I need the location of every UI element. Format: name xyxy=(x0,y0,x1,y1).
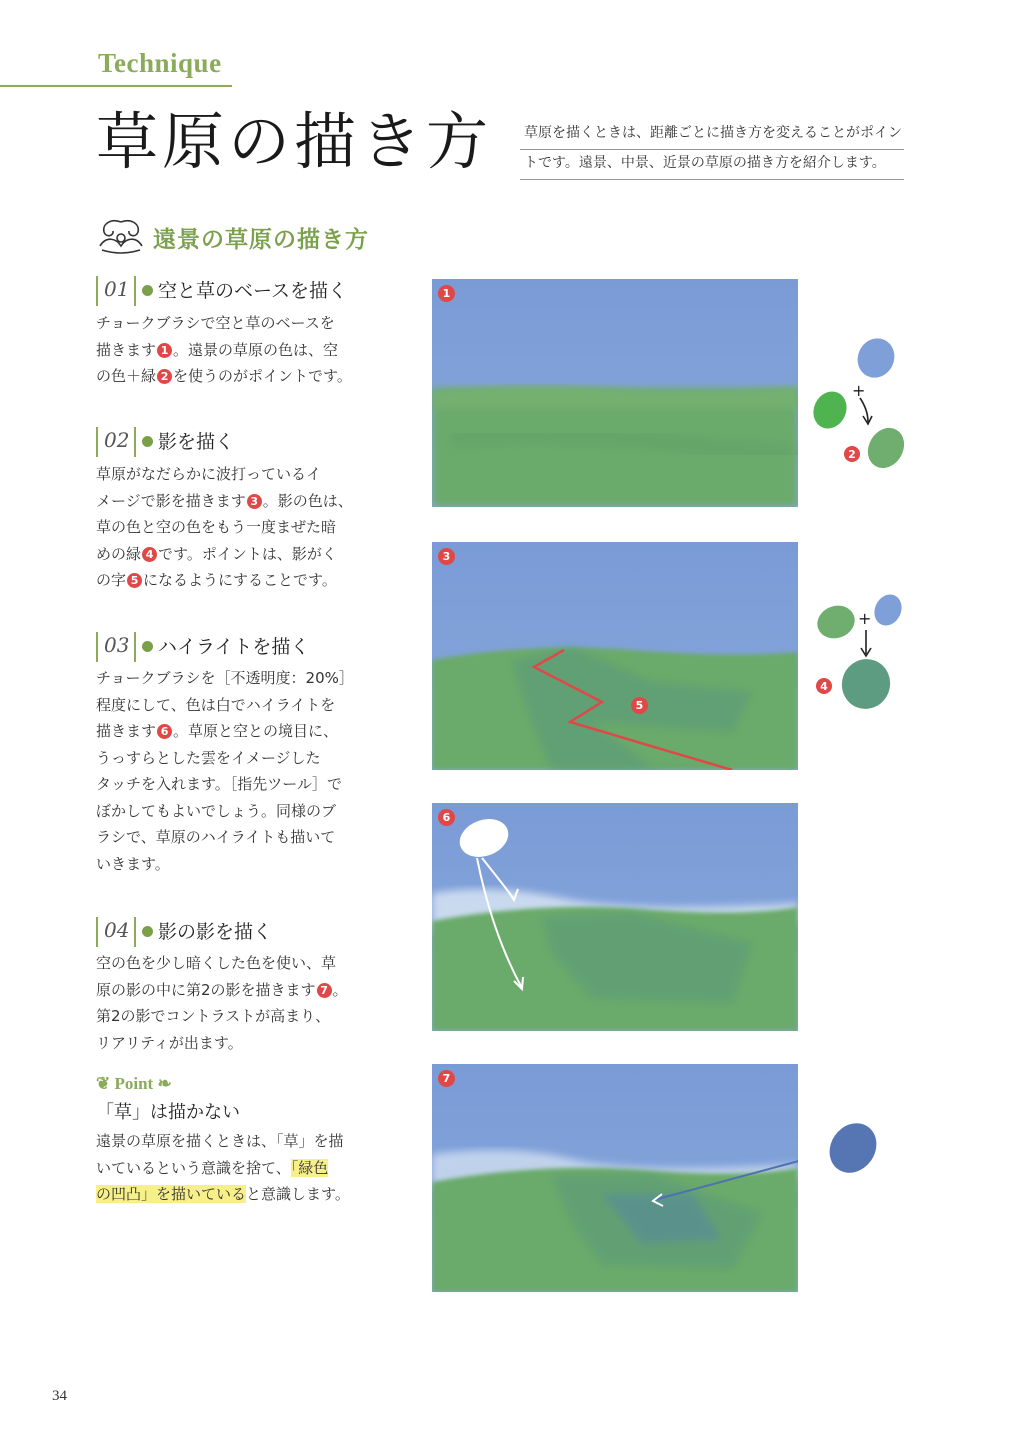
bullet-icon xyxy=(142,436,153,447)
text-line: チョークブラシで空と草のベースを xyxy=(96,314,335,332)
ref-badge: 4 xyxy=(142,547,157,562)
illustration-panel-1 xyxy=(432,279,798,507)
panel-badge: 3 xyxy=(438,548,455,565)
highlight: 「緑色 xyxy=(290,1158,329,1177)
panel-badge: 1 xyxy=(438,285,455,302)
step-number: 04 xyxy=(104,918,130,942)
text-line: の色＋緑 2 を使うのがポイントです。 xyxy=(96,367,352,385)
point-label-text: Point xyxy=(114,1074,154,1093)
step-bar xyxy=(96,276,98,306)
bullet-icon xyxy=(142,285,153,296)
intro-line-2: トです。遠景、中景、近景の草原の描き方を紹介します。 xyxy=(520,150,904,180)
point-label xyxy=(96,1074,172,1094)
step-number: 02 xyxy=(104,428,130,452)
color-mix-swatches-2 xyxy=(808,588,908,718)
ref-badge: 3 xyxy=(247,494,262,509)
intro-text xyxy=(520,120,904,180)
text-line: 程度にして、色は白でハイライトを xyxy=(96,695,336,714)
step-bar xyxy=(134,917,136,947)
step-02-heading xyxy=(96,427,396,457)
step-01-heading xyxy=(96,276,396,306)
grassland-second-shadow-illustration xyxy=(432,1064,798,1292)
step-03-heading xyxy=(96,632,396,662)
step-number: 03 xyxy=(104,633,130,657)
ornament-icon xyxy=(96,216,146,256)
illustration-panel-6 xyxy=(432,803,798,1031)
point-text xyxy=(96,1128,366,1208)
ref-badge: 1 xyxy=(157,343,172,358)
ref-badge: 7 xyxy=(317,983,332,998)
panel-badge: 6 xyxy=(438,809,455,826)
illustration-panel-7 xyxy=(432,1064,798,1292)
panel-badge: 7 xyxy=(438,1070,455,1087)
text-line: ラシで、草原のハイライトも描いて xyxy=(96,828,336,846)
color-mix-swatches-1 xyxy=(808,334,908,474)
step-title: 空と草のベースを描く xyxy=(158,280,348,302)
grassland-base-illustration xyxy=(432,279,798,507)
text-line: 第2の影でコントラストが高まり、 xyxy=(96,1007,331,1025)
sky-color-swatch xyxy=(851,334,901,384)
step-04-text xyxy=(96,950,366,1056)
intro-line-1: 草原を描くときは、距離ごとに描き方を変えることがポイン xyxy=(520,120,904,150)
swatch-badge: 4 xyxy=(820,680,828,693)
text-line: 草の色と空の色をもう一度まぜた暗 xyxy=(96,518,337,536)
step-bar xyxy=(134,427,136,457)
step-title: ハイライトを描く xyxy=(158,636,310,658)
text-line: いているという意識を捨て、「緑色 xyxy=(96,1158,329,1177)
text-line: 原の影の中に第2の影を描きます 7 。 xyxy=(96,980,348,999)
technique-underline xyxy=(0,85,232,87)
swatch-badge: 2 xyxy=(848,448,856,461)
text-line: 描きます 1 。遠景の草原の色は、空 xyxy=(96,340,339,359)
text-line: めの緑 4 です。ポイントは、影がく xyxy=(96,544,337,563)
mixed-green-swatch xyxy=(861,421,908,474)
ref-badge: 5 xyxy=(127,573,142,588)
text-line: タッチを入れます。［指先ツール］で xyxy=(96,775,343,793)
text-line: チョークブラシを［不透明度：20%］ xyxy=(96,669,354,687)
green-color-swatch xyxy=(808,386,853,434)
step-04-heading xyxy=(96,917,396,947)
point-title: 「草」は描かない xyxy=(96,1102,240,1123)
step-title: 影を描く xyxy=(158,431,235,453)
text-line: 空の色を少し暗くした色を使い、草 xyxy=(96,954,337,972)
text-line: うっすらとした雲をイメージした xyxy=(96,748,321,767)
page-number: 34 xyxy=(52,1388,67,1404)
text-line: 描きます 6 。草原と空との境目に、 xyxy=(96,722,339,740)
text-line: メージで影を描きます 3 。影の色は、 xyxy=(96,491,353,510)
shadow-blue-swatch xyxy=(824,1118,884,1178)
technique-label: Technique xyxy=(98,48,222,78)
step-02-text xyxy=(96,461,366,594)
step-number: 01 xyxy=(104,277,130,301)
step-01-text xyxy=(96,310,366,390)
step-bar xyxy=(134,276,136,306)
highlight: の凹凸」を描いている xyxy=(96,1185,247,1203)
step-bar xyxy=(96,917,98,947)
illustration-panel-3 xyxy=(432,542,798,770)
text-line: 草原がなだらかに波打っているイ xyxy=(96,465,322,483)
step-bar xyxy=(96,427,98,457)
page-title: 草原の描き方 xyxy=(96,105,493,178)
plus-sign: + xyxy=(852,381,866,400)
ornament-right-icon: ❧ xyxy=(157,1074,172,1093)
grassland-highlight-illustration xyxy=(432,803,798,1031)
section-title: 遠景の草原の描き方 xyxy=(153,227,369,253)
bullet-icon xyxy=(142,641,153,652)
step-bar xyxy=(96,632,98,662)
text-line: ぼかしてもよいでしょう。同様のブ xyxy=(96,801,337,820)
text-line: リアリティが出ます。 xyxy=(96,1033,243,1052)
dark-green-swatch xyxy=(835,652,897,715)
step-title: 影の影を描く xyxy=(158,921,273,943)
text-line: 遠景の草原を描くときは、「草」を描 xyxy=(96,1132,344,1150)
text-line: いきます。 xyxy=(96,854,170,873)
text-line: の字 5 になるようにすることです。 xyxy=(96,571,337,589)
ref-badge: 6 xyxy=(157,724,172,739)
panel-marker-badge: 5 xyxy=(631,697,648,714)
ref-badge: 2 xyxy=(157,369,172,384)
step-bar xyxy=(134,632,136,662)
plus-sign: + xyxy=(858,609,872,628)
ornament-left-icon: ❦ xyxy=(96,1074,111,1093)
bullet-icon xyxy=(142,926,153,937)
sky-color-swatch xyxy=(869,590,906,630)
mixed-green-swatch xyxy=(813,600,860,643)
grassland-shadow-illustration xyxy=(432,542,798,770)
step-03-text xyxy=(96,665,366,877)
text-line: の凹凸」を描いていると意識します。 xyxy=(96,1185,350,1203)
